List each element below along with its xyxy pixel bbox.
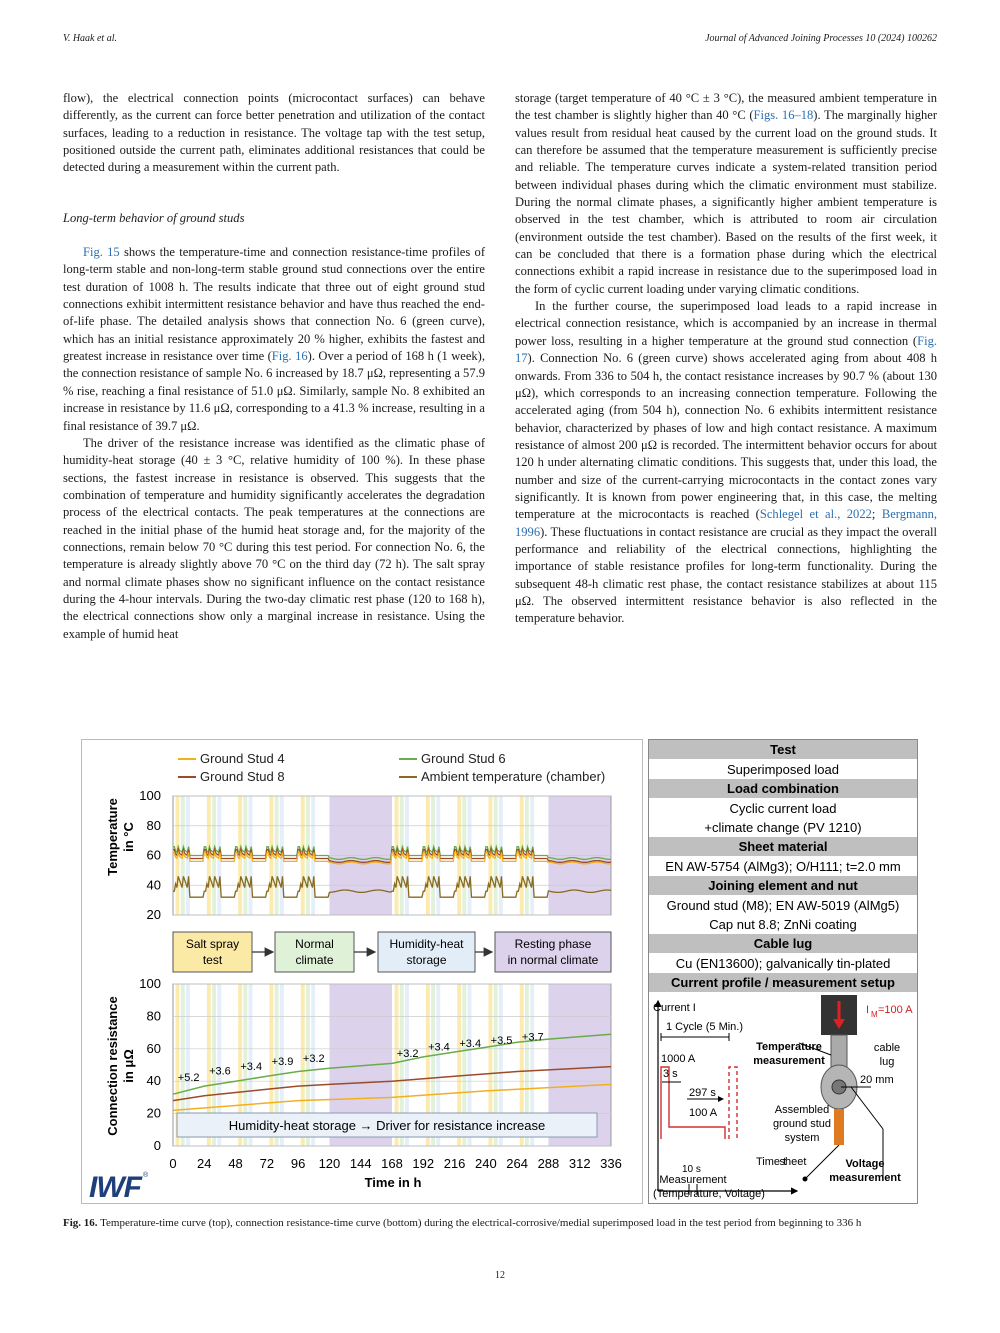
svg-text:Resting phase: Resting phase [514, 937, 592, 951]
iwf-logo [89, 1171, 149, 1204]
section-heading: Long-term behavior of ground studs [63, 210, 245, 225]
increase-annotation: +3.2 [396, 1047, 419, 1060]
svg-text:M: M [871, 1010, 878, 1019]
x-tick-label: 24 [197, 1156, 212, 1171]
svg-text:ground stud: ground stud [772, 1118, 832, 1130]
svg-text:®: ® [143, 1172, 149, 1179]
svg-text:storage: storage [406, 953, 447, 967]
x-tick-label: 48 [228, 1156, 243, 1171]
running-header-journal: Journal of Advanced Joining Processes 10 (2024) 100262 [705, 33, 937, 44]
legend-label: Ground Stud 4 [200, 751, 285, 766]
svg-text:Salt spray: Salt spray [185, 937, 240, 951]
x-tick-label: 312 [568, 1156, 591, 1171]
figure-caption: Fig. 16. Temperature-time curve (top), connection resistance-time curve (bottom) during the electrical-corrosive/medial superimposed load in the test period from beginning to 336 h [63, 1217, 862, 1229]
figure-16 [81, 739, 918, 1204]
svg-text:system: system [784, 1132, 820, 1144]
svg-text:Humidity-heat: Humidity-heat [389, 937, 464, 951]
y-tick-label: 40 [146, 1073, 161, 1089]
svg-text:Time t: Time t [756, 1156, 787, 1168]
y-tick-label: 20 [146, 1105, 161, 1121]
svg-text:Ground stud (M8); EN AW-5019 (: Ground stud (M8); EN AW-5019 (AlMg5) [666, 898, 900, 913]
x-tick-label: 240 [475, 1156, 497, 1171]
svg-text:=100 A: =100 A [878, 1004, 913, 1016]
banner-text: Humidity-heat storage → Driver for resistance increase [228, 1118, 546, 1133]
right-column [515, 90, 937, 628]
svg-text:100 A: 100 A [689, 1107, 718, 1119]
y-tick-label: 100 [139, 788, 161, 803]
y-tick-label: 40 [146, 877, 161, 893]
paragraph: In the further course, the superimposed load leads to a rapid increase in electrical connection resistance, which is accompanied by an increase in thermal power loss, resulting in a higher temperature at the ground stud connection (Fig. 17). Connection No. 6 (green curve) shows accelerated aging from about 408 h onwards. From 336 to 504 h, the contact resistance increases by 90.7 % (about 130 μΩ), which corresponds to an increasing connection temperature. Following the accelerated aging (from 504 h), connection No. 6 exhibits intermittent resistance behavior, characterized by phases of low and high contact resistance. A maximum resistance of almost 200 μΩ is recorded. The intermittent behavior occurs for about 120 h under alternating climatic conditions. This suggests that, under this load, the number and size of the current-carrying microcontacts in the contact zones vary significantly. It is known from power engineering that, in this case, the melting temperature at the microcontacts is reached (Schlegel et al., 2022; Bergmann, 1996). These fluctuations in contact resistance are crucial as they impact the overall performance and reliability of the electrical connections, highlighting the importance of stable resistance profiles for long-term functionality. During the subsequent 48-h climatic rest phase, the contact resistance stabilizes at about 115 μΩ. The observed intermittent resistance behavior is also reflected in the temperature behavior. [515, 299, 938, 626]
paragraph: The driver of the resistance increase was identified as the climatic phase of humidity-heat storage (40 ± 3 °C, relative humidity of 100 %). In these phase sections, the fastest increase in resistance is observed. This suggests that the combination of temperature and humidity significantly accelerates the degradation process of the electrical contacts. The peak temperatures at the connections are reached in the initial phase of the humid heat storage and, for the majority of the connections, remain below 70 °C during this test period. For connection No. 6, the temperature is already slightly above 70 °C on the third day (72 h). The salt spray and normal climate phases show no significant influence on the contact resistance during the 4-hour intervals. During the two-day climatic rest phase (120 to 168 h), the electrical connections show only a marginal increase in resistance. Using the example of humid heat [63, 435, 485, 641]
svg-text:IWF: IWF [89, 1171, 141, 1204]
y-tick-label: 80 [146, 1008, 161, 1024]
x-tick-label: 144 [349, 1156, 372, 1171]
y-tick-label: 0 [153, 1138, 161, 1153]
svg-text:Load combination: Load combination [727, 781, 839, 796]
bottom-y-label: in μΩ [121, 1049, 136, 1083]
svg-text:1 Cycle (5 Min.): 1 Cycle (5 Min.) [666, 1021, 744, 1033]
paragraph: storage (target temperature of 40 °C ± 3 °C), the measured ambient temperature in the test chamber is slightly higher than 40 °C (Figs. 16–18). The marginally higher values result from residual heat caused by the current load on the ground studs. It can therefore be assumed that the temperature measurement is sufficiently precise and reliable. The temperature curves indicate a system-related transition period between individual phases during which the climatic environment must stabilize. During the normal climate phases, a significantly higher ambient temperature is observed in the test chamber, which is attributed to room air circulation (environment outside the test chamber). Based on the results of the first week, it can be concluded that there is a formation phase during which the electrical connections exhibit a rapid increase in resistance due to the superimposed load in the form of cyclic current loading under varying climatic conditions. [515, 91, 937, 296]
svg-text:lug: lug [879, 1056, 895, 1068]
svg-text:climate: climate [295, 953, 334, 967]
figure-link[interactable]: Figs. 16–18 [753, 108, 814, 123]
svg-text:sheet: sheet [779, 1156, 807, 1168]
y-tick-label: 60 [146, 847, 161, 863]
svg-text:EN AW-5754 (AlMg3); O/H111; t=: EN AW-5754 (AlMg3); O/H111; t=2.0 mm [665, 859, 901, 874]
svg-text:Normal: Normal [295, 937, 334, 951]
increase-annotation: +3.2 [302, 1052, 325, 1065]
svg-text:Cap nut 8.8; ZnNi coating: Cap nut 8.8; ZnNi coating [709, 917, 857, 932]
y-tick-label: 20 [146, 907, 161, 922]
svg-text:Joining element and nut: Joining element and nut [708, 878, 858, 893]
x-tick-label: 264 [506, 1156, 528, 1171]
top-y-label: Temperature [105, 798, 120, 876]
legend-label: Ambient temperature (chamber) [421, 769, 606, 784]
increase-annotation: +3.4 [428, 1041, 450, 1054]
increase-annotation: +3.6 [209, 1065, 231, 1078]
increase-annotation: +3.4 [240, 1060, 263, 1073]
svg-text:Cable lug: Cable lug [753, 936, 813, 951]
x-axis-label: Time in h [364, 1175, 422, 1190]
x-tick-label: 288 [537, 1156, 560, 1171]
left-column [63, 90, 485, 643]
svg-text:Test: Test [770, 742, 796, 757]
x-tick-label: 192 [412, 1156, 435, 1171]
phase-legend [173, 932, 611, 972]
svg-text:Superimposed load: Superimposed load [726, 762, 840, 777]
running-header-authors: V. Haak et al. [63, 33, 117, 44]
y-tick-label: 80 [146, 817, 161, 833]
paragraph: flow), the electrical connection points (microcontact surfaces) can behave differently, as the current can force better penetration and utilization of the contact surfaces, leading to a reduction in resistance. The voltage tap with the test setup, positioned outside the current path, eliminates additional resistances that could be detected during a measurement within the current path. [63, 91, 485, 175]
top-y-label: in °C [121, 822, 136, 852]
paragraph: Fig. 15 shows the temperature-time and connection resistance-time profiles of long-term stable and non-long-term stable ground stud connections over the entire test duration of 1008 h. The results indicate that three out of eight ground stud connections exhibit intermittent resistance behavior and have thus reached the end-of-life phase. The detailed analysis shows that connection No. 6 (green curve), which has an initial resistance approximately 20 % higher, exhibits the fastest and greatest increase in resistance over time (Fig. 16). Over a period of 168 h (1 week), the connection resistance of sample No. 6 increased by 18.7 μΩ, representing a 57.9 % rise, reaching a final resistance of 51.0 μΩ. Similarly, sample No. 8 exhibited an increase in resistance by 11.6 μΩ, corresponding to a 41.3 % increase, resulting in a final resistance of 39.7 μΩ. [63, 245, 485, 433]
increase-annotation: +5.2 [177, 1072, 200, 1085]
figure-link[interactable]: Fig. 15 [83, 245, 120, 260]
x-tick-label: 168 [381, 1156, 403, 1171]
svg-text:10 s: 10 s [682, 1164, 701, 1175]
svg-text:+climate change (PV 1210): +climate change (PV 1210) [704, 820, 862, 835]
svg-text:I: I [866, 1004, 870, 1016]
legend-label: Ground Stud 6 [421, 751, 506, 766]
increase-annotation: +3.5 [490, 1034, 513, 1047]
svg-text:Cu (EN13600); galvanically tin: Cu (EN13600); galvanically tin-plated [675, 956, 891, 971]
increase-annotation: +3.7 [521, 1031, 544, 1044]
svg-text:measurement: measurement [829, 1172, 901, 1184]
y-tick-label: 100 [139, 976, 161, 991]
svg-text:Temperature: Temperature [756, 1041, 822, 1053]
svg-text:Current profile / measurement: Current profile / measurement setup [671, 975, 895, 990]
stud-pin [834, 1109, 844, 1145]
citation-link[interactable]: Schlegel et al., 2022 [759, 507, 872, 522]
citation-link[interactable]: Bergmann, 1996 [515, 507, 938, 539]
page-number: 12 [495, 1270, 505, 1281]
svg-text:20 mm: 20 mm [860, 1074, 894, 1086]
figure-link[interactable]: Fig. 16 [271, 349, 308, 364]
svg-text:Voltage: Voltage [845, 1158, 885, 1170]
svg-text:1000 A: 1000 A [661, 1053, 696, 1065]
y-tick-label: 60 [146, 1040, 161, 1056]
svg-text:Cyclic current load: Cyclic current load [729, 801, 837, 816]
svg-text:(Temperature, Voltage): (Temperature, Voltage) [653, 1188, 765, 1200]
svg-text:in normal climate: in normal climate [507, 953, 599, 967]
svg-text:cable: cable [873, 1042, 901, 1054]
increase-annotation: +3.4 [459, 1038, 482, 1051]
svg-text:3 s: 3 s [663, 1068, 678, 1080]
x-tick-label: 96 [290, 1156, 306, 1171]
svg-text:297 s: 297 s [689, 1087, 716, 1099]
svg-text:Measurement: Measurement [659, 1174, 727, 1186]
x-tick-label: 216 [443, 1156, 466, 1171]
x-tick-label: 72 [259, 1156, 275, 1171]
x-tick-label: 336 [600, 1156, 622, 1171]
svg-text:Sheet material: Sheet material [738, 839, 828, 854]
svg-text:test: test [202, 953, 223, 967]
figure-link[interactable]: Fig. 17 [515, 333, 937, 366]
svg-text:Assembled: Assembled [774, 1104, 830, 1116]
increase-annotation: +3.9 [271, 1056, 294, 1068]
legend-label: Ground Stud 8 [200, 769, 285, 784]
info-table [649, 740, 918, 1204]
svg-text:Current I: Current I [653, 1002, 696, 1014]
bottom-y-label: Connection resistance [105, 996, 120, 1136]
x-tick-label: 0 [169, 1156, 177, 1171]
svg-text:measurement: measurement [753, 1055, 825, 1067]
x-tick-label: 120 [318, 1156, 341, 1171]
